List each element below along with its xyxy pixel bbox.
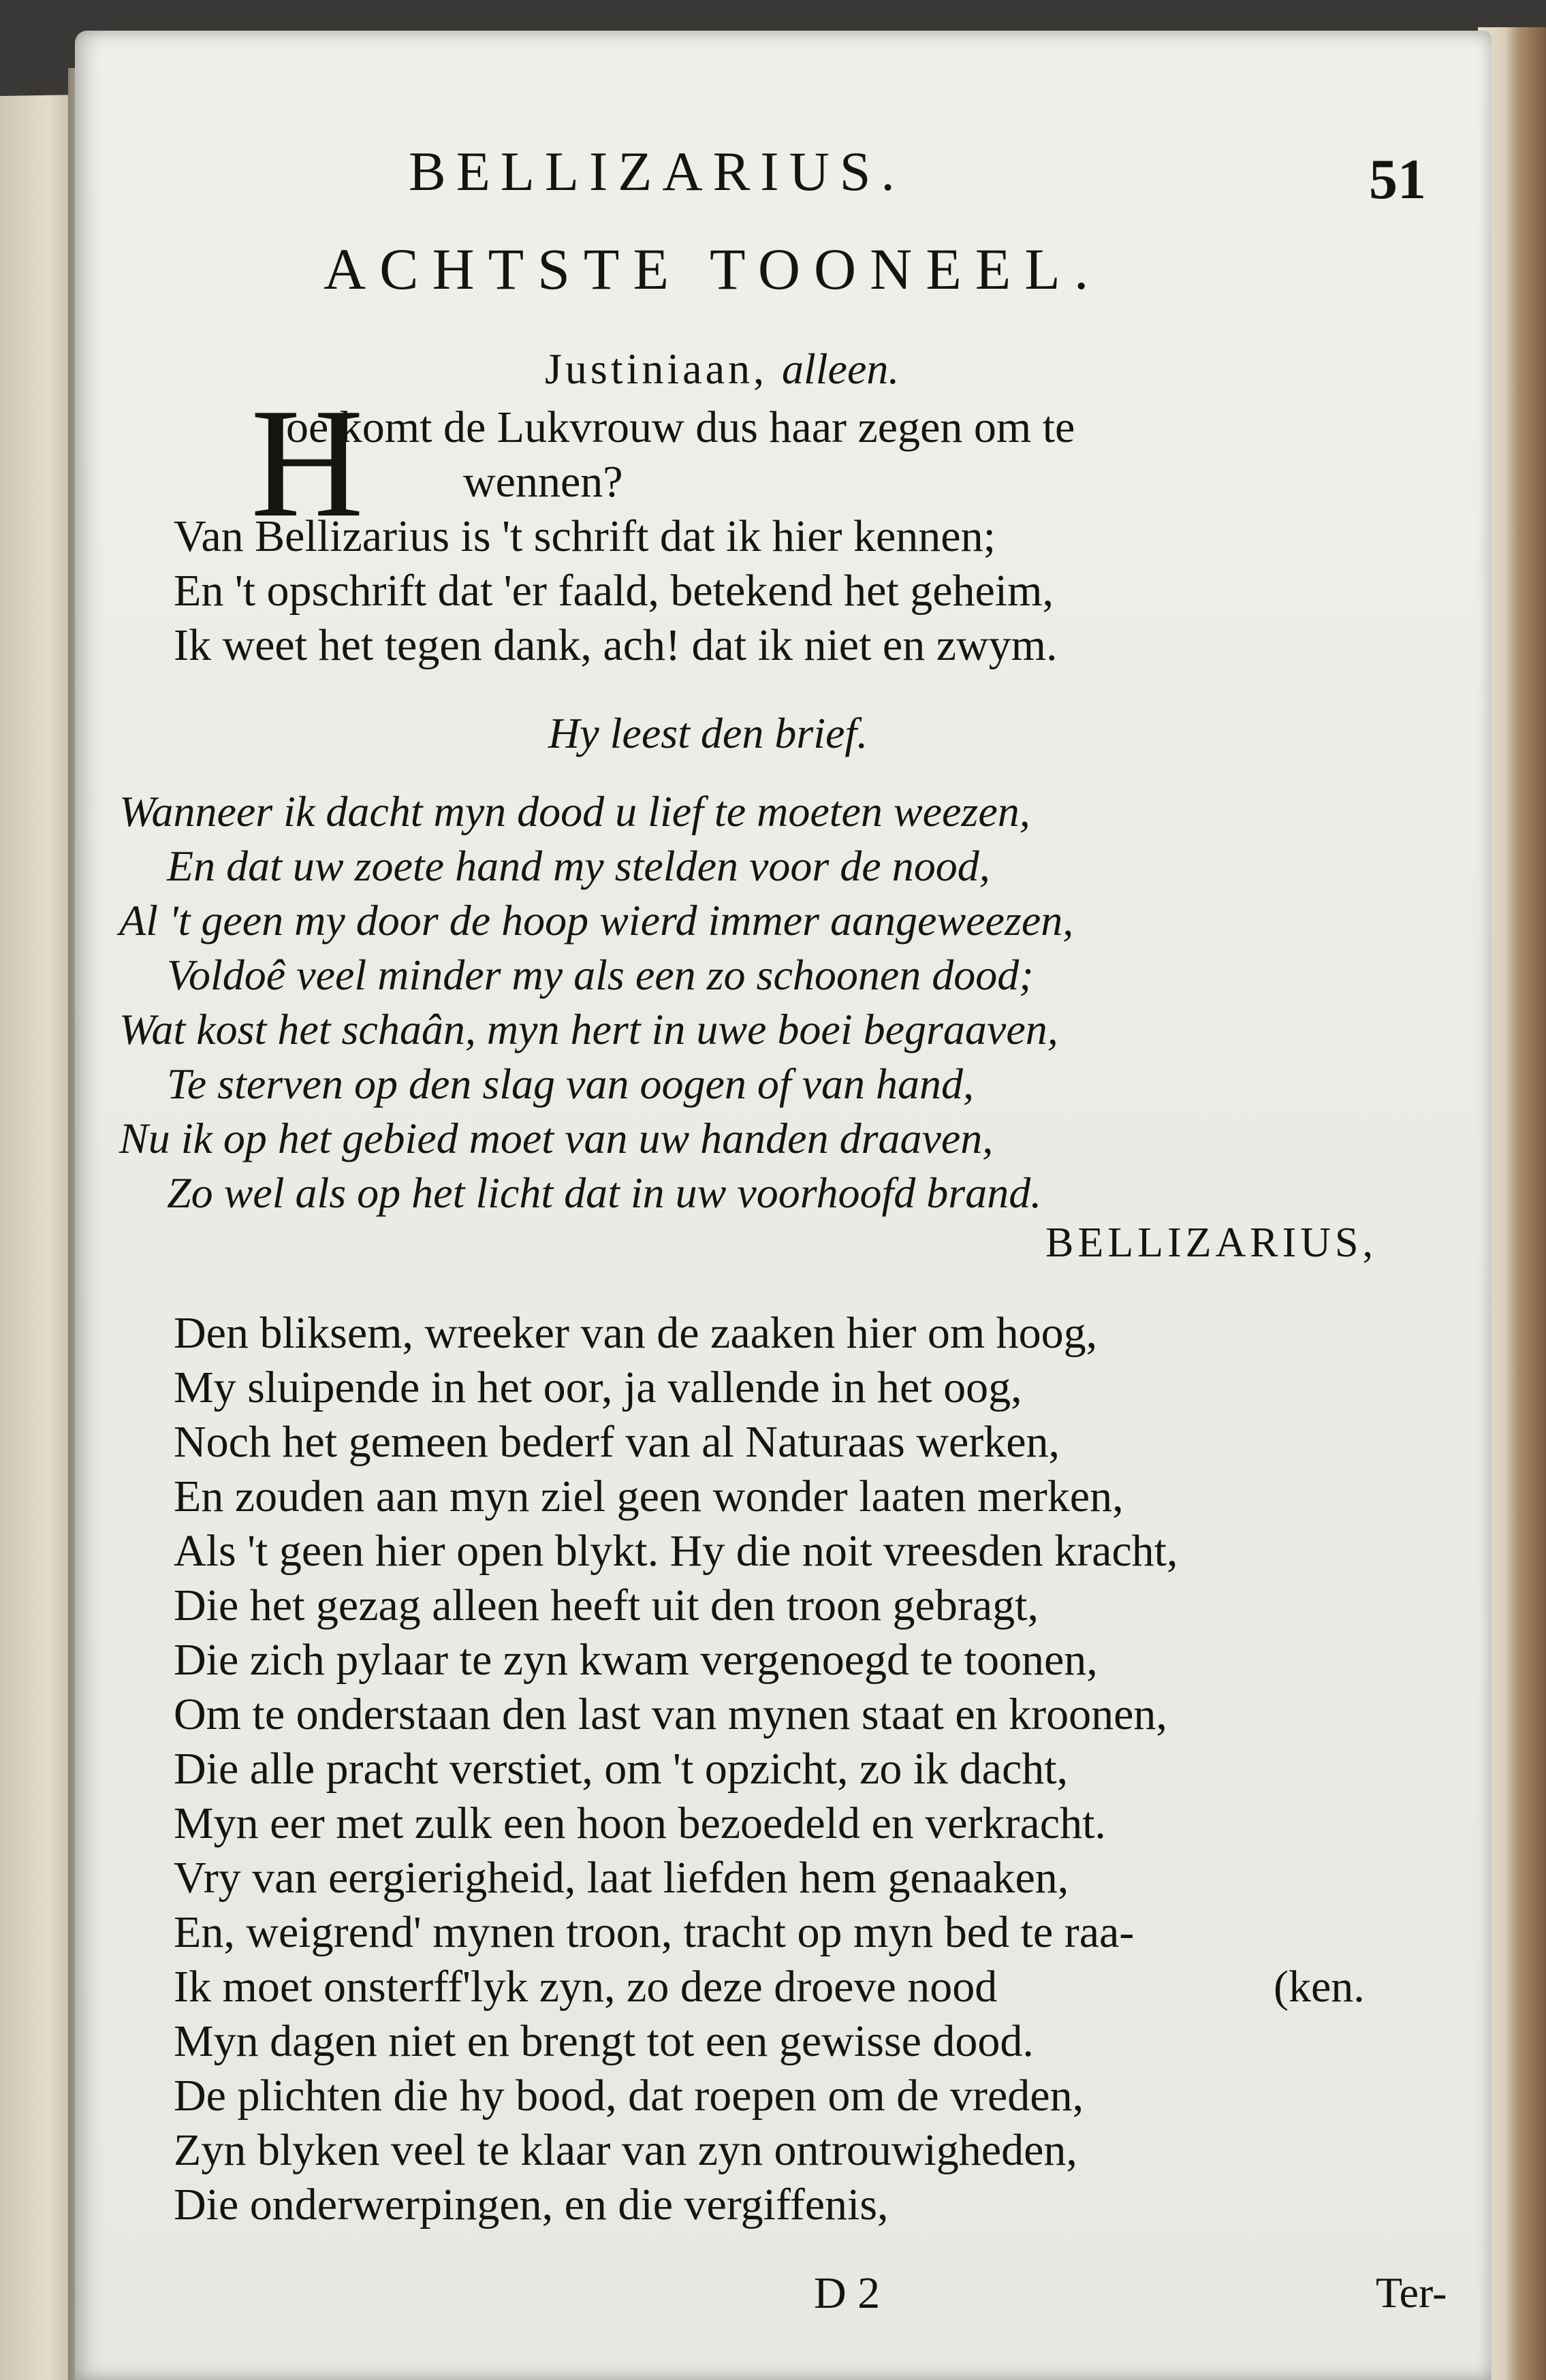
signature-mark: D 2 <box>814 2268 881 2318</box>
letter-line: Wanneer ik dacht myn dood u lief te moeten weezen, <box>119 787 1030 836</box>
speech-line: Zyn blyken veel te klaar van zyn ontrouwigheden, <box>174 2125 1077 2175</box>
opening-line: En 't opschrift dat 'er faald, betekend het geheim, <box>174 566 1054 616</box>
letter-line: Nu ik op het gebied moet van uw handen draaven, <box>119 1114 994 1162</box>
letter-line: Te sterven op den slag van oogen of van hand, <box>167 1060 975 1108</box>
speech-line: Die zich pylaar te zyn kwam vergenoegd te toonen, <box>174 1635 1098 1685</box>
stage-direction: Hy leest den brief. <box>548 709 868 757</box>
letter-line: Voldoê veel minder my als een zo schoonen dood; <box>167 951 1034 999</box>
speech-line: Noch het gemeen bederf van al Naturaas werken, <box>174 1417 1060 1467</box>
letter-line: Wat kost het schaân, myn hert in uwe boei begraaven, <box>119 1005 1058 1053</box>
turnover-text: (ken. <box>1274 1962 1365 2012</box>
speaker-heading <box>545 344 899 394</box>
letter-line: Zo wel als op het licht dat in uw voorhoofd brand. <box>167 1169 1042 1217</box>
letter-line: Al 't geen my door de hoop wierd immer aangeweezen, <box>119 896 1074 945</box>
scene-title: ACHTSTE TOONEEL. <box>324 236 1103 302</box>
speech-line: Om te onderstaan den last van mynen staat en kroonen, <box>174 1689 1167 1739</box>
opening-line: wennen? <box>463 457 623 507</box>
drop-capital: H <box>251 376 364 550</box>
speech-line: Myn eer met zulk een hoon bezoedeld en verkracht. <box>174 1798 1106 1848</box>
speech-line: De plichten die hy bood, dat roepen om de vreden, <box>174 2071 1084 2121</box>
speaker-name-bellizarius: BELLIZARIUS, <box>1045 1220 1378 1266</box>
opening-line: Van Bellizarius is 't schrift dat ik hier kennen; <box>174 511 996 561</box>
speech-line: Vry van eergierigheid, laat liefden hem genaaken, <box>174 1853 1069 1903</box>
speaker-note: alleen. <box>781 345 900 393</box>
speech-line: Den bliksem, wreeker van de zaaken hier om hoog, <box>174 1308 1098 1358</box>
speech-line: En zouden aan myn ziel geen wonder laaten merken, <box>174 1472 1124 1521</box>
speech-line: My sluipende in het oor, ja vallende in het oog, <box>174 1363 1022 1412</box>
speech-line: En, weigrend' mynen troon, tracht op myn bed te raa- <box>174 1907 1135 1957</box>
speech-line: Ik moet onsterff'lyk zyn, zo deze droeve nood <box>174 1962 998 2012</box>
catchword: Ter- <box>1376 2268 1447 2317</box>
opening-line: Ik weet het tegen dank, ach! dat ik niet en zwym. <box>174 620 1058 670</box>
speech-line: Als 't geen hier open blykt. Hy die noit vreesden kracht, <box>174 1526 1178 1576</box>
page-number: 51 <box>1369 148 1426 211</box>
speech-line: Die alle pracht verstiet, om 't opzicht, zo ik dacht, <box>174 1744 1069 1794</box>
speech-line: Die het gezag alleen heeft uit den troon gebragt, <box>174 1581 1039 1630</box>
speech-line: Myn dagen niet en brengt tot een gewisse dood. <box>174 2016 1034 2066</box>
speech-line: Die onderwerpingen, en die vergiffenis, <box>174 2180 889 2230</box>
opening-line: oe komt de Lukvrouw dus haar zegen om te <box>286 402 1075 452</box>
speaker-name: Justiniaan, <box>545 345 768 393</box>
printed-page <box>75 31 1492 2380</box>
running-header: BELLIZARIUS. <box>409 140 905 202</box>
letter-line: En dat uw zoete hand my stelden voor de nood, <box>167 842 990 890</box>
